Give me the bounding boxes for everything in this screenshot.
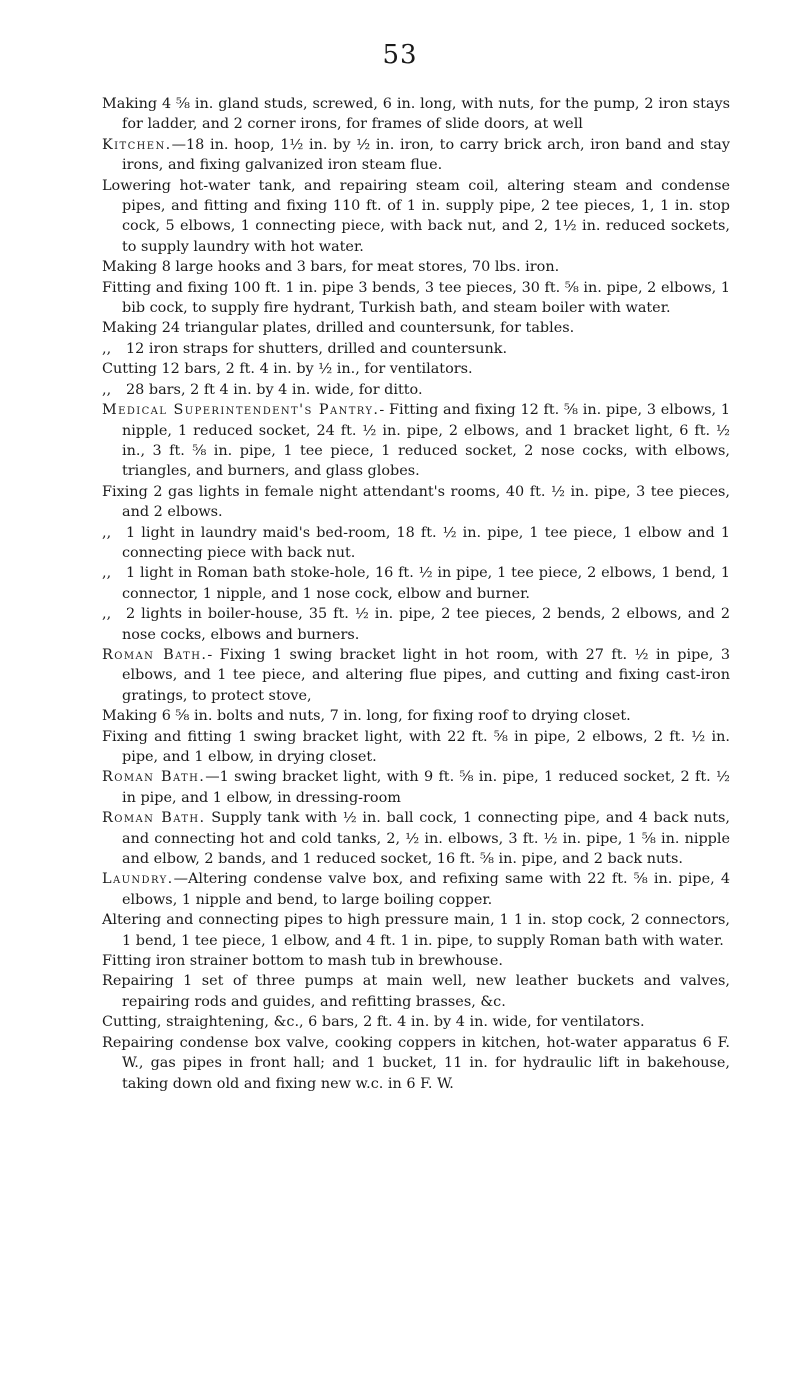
entry-text: Making 24 triangular plates, drilled and countersunk, for tables. (102, 320, 575, 337)
entry (102, 318, 730, 338)
entry (102, 645, 730, 706)
entry-text: 12 iron straps for shutters, drilled and countersunk. (126, 340, 508, 357)
entry (102, 257, 730, 277)
entry-text: Making 4 ⅝ in. gland studs, screwed, 6 in. long, with nuts, for the pump, 2 iron stays for ladder, and 2 corner irons, for frames of slide doors, at well (102, 96, 730, 133)
entry (102, 727, 730, 768)
section-heading: Roman Bath. (102, 646, 208, 663)
entry (102, 278, 730, 319)
entry (102, 951, 730, 971)
entry-text: Fixing and fitting 1 swing bracket light, with 22 ft. ⅝ in pipe, 2 elbows, 2 ft. ½ in. pipe, and 1 elbow, in drying closet. (102, 728, 730, 765)
entry-text: —1 swing bracket light, with 9 ft. ⅝ in. pipe, 1 reduced socket, 2 ft. ½ in pipe, and 1 elbow, in dressing-room (122, 769, 730, 806)
entry-text: —Altering condense valve box, and refixing same with 22 ft. ⅝ in. pipe, 4 elbows, 1 nipple and bend, to large boiling copper. (122, 871, 730, 908)
entry-text: —18 in. hoop, 1½ in. by ½ in. iron, to carry brick arch, iron band and stay irons, and fixing galvanized iron steam flue. (122, 136, 730, 174)
entry-text: Fitting and fixing 100 ft. 1 in. pipe 3 bends, 3 tee pieces, 30 ft. ⅝ in. pipe, 2 elbows, 1 bib cock, to supply fire hydrant, Turkish bath, and steam boiler with water. (102, 279, 730, 317)
ditto-mark: ,, (102, 524, 112, 541)
section-heading: Kitchen. (102, 136, 172, 153)
ditto-mark: ,, (102, 606, 112, 623)
section-heading: Roman Bath. (102, 810, 206, 827)
entry-text: 1 light in Roman bath stoke-hole, 16 ft. ½ in pipe, 1 tee piece, 2 elbows, 1 bend, 1 connector, 1 nipple, and 1 nose cock, elbow and burner. (122, 565, 730, 602)
ditto-mark: ,, (102, 565, 112, 582)
entry (102, 380, 730, 400)
entry-text: Repairing 1 set of three pumps at main well, new leather buckets and valves, repairing rods and guides, and refitting brasses, &c. (102, 973, 730, 1010)
entry-text: Making 8 large hooks and 3 bars, for meat stores, 70 lbs. iron. (102, 259, 560, 276)
entry (102, 135, 730, 176)
entry (102, 400, 730, 482)
entry (102, 176, 730, 258)
entry (102, 1012, 730, 1032)
section-heading: Medical Superintendent's Pantry. (102, 402, 380, 419)
entry (102, 604, 730, 645)
entry-text: Making 6 ⅝ in. bolts and nuts, 7 in. long, for fixing roof to drying closet. (102, 708, 631, 725)
page-number: 53 (382, 40, 418, 70)
ditto-mark: ,, (102, 340, 112, 357)
entry (102, 94, 730, 135)
entry (102, 869, 730, 910)
entry-text: Repairing condense box valve, cooking coppers in kitchen, hot-water apparatus 6 F. W., gas pipes in front hall; and 1 bucket, 11 in. for hydraulic lift in bakehouse, taking down old and fixing new w.c. in 6 F. W. (102, 1034, 730, 1092)
entry-text: Supply tank with ½ in. ball cock, 1 connecting pipe, and 4 back nuts, and connecting hot and cold tanks, 2, ½ in. elbows, 3 ft. ½ in. pipe, 1 ⅝ in. nipple and elbow, 2 bands, and 1 reduced socket, 16 ft. ⅝ in. pipe, and 2 back nuts. (122, 810, 730, 868)
entry-text: 28 bars, 2 ft 4 in. by 4 in. wide, for ditto. (126, 381, 423, 398)
entry (102, 808, 730, 869)
entry (102, 971, 730, 1012)
entry-text: Altering and connecting pipes to high pressure main, 1 1 in. stop cock, 2 connectors, 1 bend, 1 tee piece, 1 elbow, and 4 ft. 1 in. pipe, to supply Roman bath with water. (102, 912, 730, 949)
entry-text: 1 light in laundry maid's bed-room, 18 ft. ½ in. pipe, 1 tee piece, 1 elbow and 1 connecting piece with back nut. (122, 524, 730, 561)
entry-list (102, 94, 730, 1094)
entry (102, 359, 730, 379)
entry-text: Fixing 2 gas lights in female night attendant's rooms, 40 ft. ½ in. pipe, 3 tee pieces, and 2 elbows. (102, 483, 730, 521)
entry (102, 339, 730, 359)
section-heading: Roman Bath. (102, 769, 206, 786)
entry (102, 482, 730, 523)
entry (102, 563, 730, 604)
entry-text: Fitting iron strainer bottom to mash tub in brewhouse. (102, 953, 503, 970)
ditto-mark: ,, (102, 381, 112, 398)
entry-text: - Fitting and fixing 12 ft. ⅝ in. pipe, 3 elbows, 1 nipple, 1 reduced socket, 24 ft. ½ in. pipe, 2 elbows, and 1 bracket light, 6 ft. ½ in., 3 ft. ⅝ in. pipe, 1 tee piece, 1 reduced socket, 2 nose cocks, with elbows, triangles, and burners, and glass globes. (122, 402, 730, 480)
entry-text: - Fixing 1 swing bracket light in hot room, with 27 ft. ½ in pipe, 3 elbows, and 1 tee piece, and altering flue pipes, and cutting and fixing cast-iron gratings, to protect stove, (122, 646, 730, 704)
entry-text: Cutting, straightening, &c., 6 bars, 2 ft. 4 in. by 4 in. wide, for ventilators. (102, 1014, 645, 1031)
entry (102, 910, 730, 951)
section-heading: Laundry. (102, 871, 174, 888)
entry (102, 767, 730, 808)
entry (102, 523, 730, 564)
entry (102, 1033, 730, 1094)
entry-text: 2 lights in boiler-house, 35 ft. ½ in. pipe, 2 tee pieces, 2 bends, 2 elbows, and 2 nose cocks, elbows and burners. (122, 606, 730, 643)
entry-text: Cutting 12 bars, 2 ft. 4 in. by ½ in., for ventilators. (102, 361, 473, 378)
entry-text: Lowering hot-water tank, and repairing steam coil, altering steam and condense pipes, and fitting and fixing 110 ft. of 1 in. supply pipe, 2 tee pieces, 1, 1 in. stop cock, 5 elbows, 1 connecting piece, with back nut, and 2, 1½ in. reduced sockets, to supply laundry with hot water. (102, 177, 730, 255)
entry (102, 706, 730, 726)
